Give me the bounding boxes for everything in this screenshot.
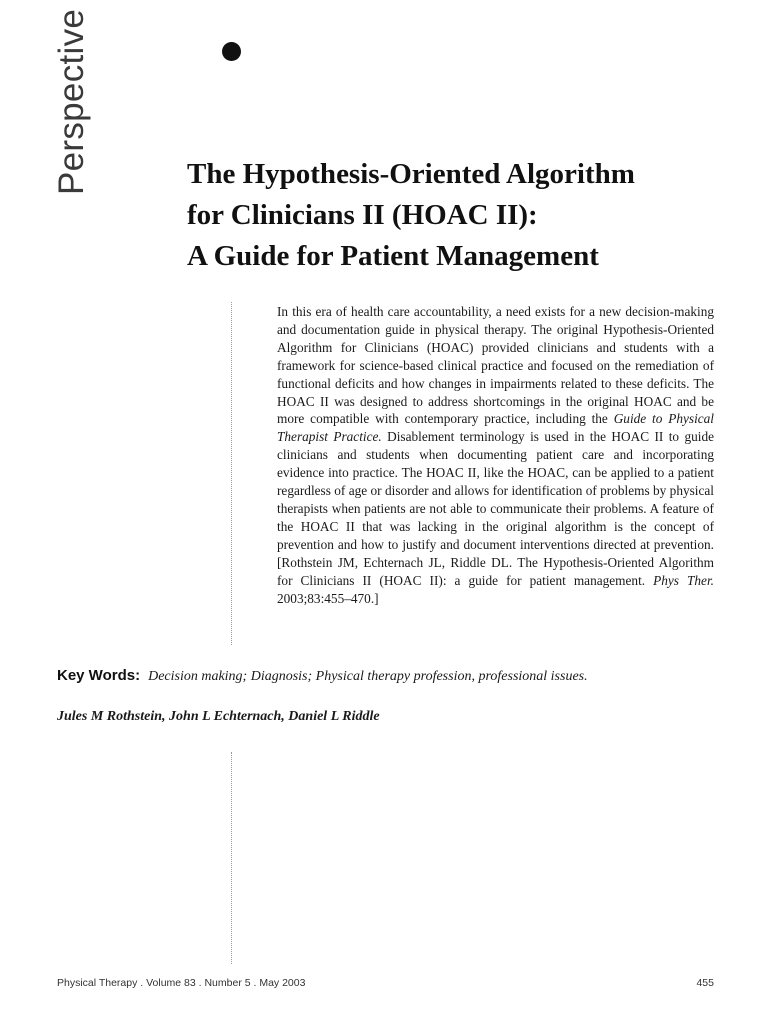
dotted-rule-bottom: [231, 752, 232, 964]
citation-tail: 2003;83:455–470.]: [277, 590, 379, 606]
article-title: [187, 154, 727, 277]
journal-abbrev: Phys Ther.: [653, 572, 714, 588]
authors: Jules M Rothstein, John L Echternach, Daniel L Riddle: [57, 709, 380, 724]
bullet-dot: [222, 42, 241, 61]
keywords: [57, 667, 737, 685]
footer-journal-info: Physical Therapy . Volume 83 . Number 5 . May 2003: [57, 977, 306, 989]
keywords-label: Key Words:: [57, 667, 141, 684]
title-line: The Hypothesis-Oriented Algorithm: [187, 158, 635, 190]
abstract-text: In this era of health care accountability, a need exists for a new decision-making and documentation guide in physical therapy. The original Hypothesis-Oriented Algorithm for Clinicians (HOAC) provided clinicians and students with a framework for science-based clinical practice and focused on the remediation of functional deficits and how changes in impairments related to these deficits. The HOAC II was designed to address shortcomings in the original HOAC and be more compatible with contemporary practice, including the: [277, 304, 714, 427]
abstract: [277, 303, 714, 607]
guide-title: Guide to Physical Therapist Practice.: [277, 411, 715, 445]
dotted-rule-top: [231, 302, 232, 645]
page-number: 455: [696, 977, 714, 989]
title-line: for Clinicians II (HOAC II):: [187, 199, 538, 231]
keywords-text: Decision making; Diagnosis; Physical therapy profession, professional issues.: [148, 669, 588, 684]
abstract-text: Disablement terminology is used in the HOAC II to guide clinicians and students when documenting patient care and incorporating evidence into practice. The HOAC II, like the HOAC, can be applied to a patient regardless of age or disorder and allows for identification of problems by physical therapists when patients are not able to communicate their problems. A feature of the HOAC II that was lacking in the original algorithm is the concept of prevention and how to justify and document interventions directed at prevention. [Rothstein JM, Echternach JL, Riddle DL. The Hypothesis-Oriented Algorithm for Clinicians II (HOAC II): a guide for patient management.: [277, 429, 714, 588]
title-line: A Guide for Patient Management: [187, 240, 599, 272]
section-label: Perspective: [52, 8, 91, 195]
